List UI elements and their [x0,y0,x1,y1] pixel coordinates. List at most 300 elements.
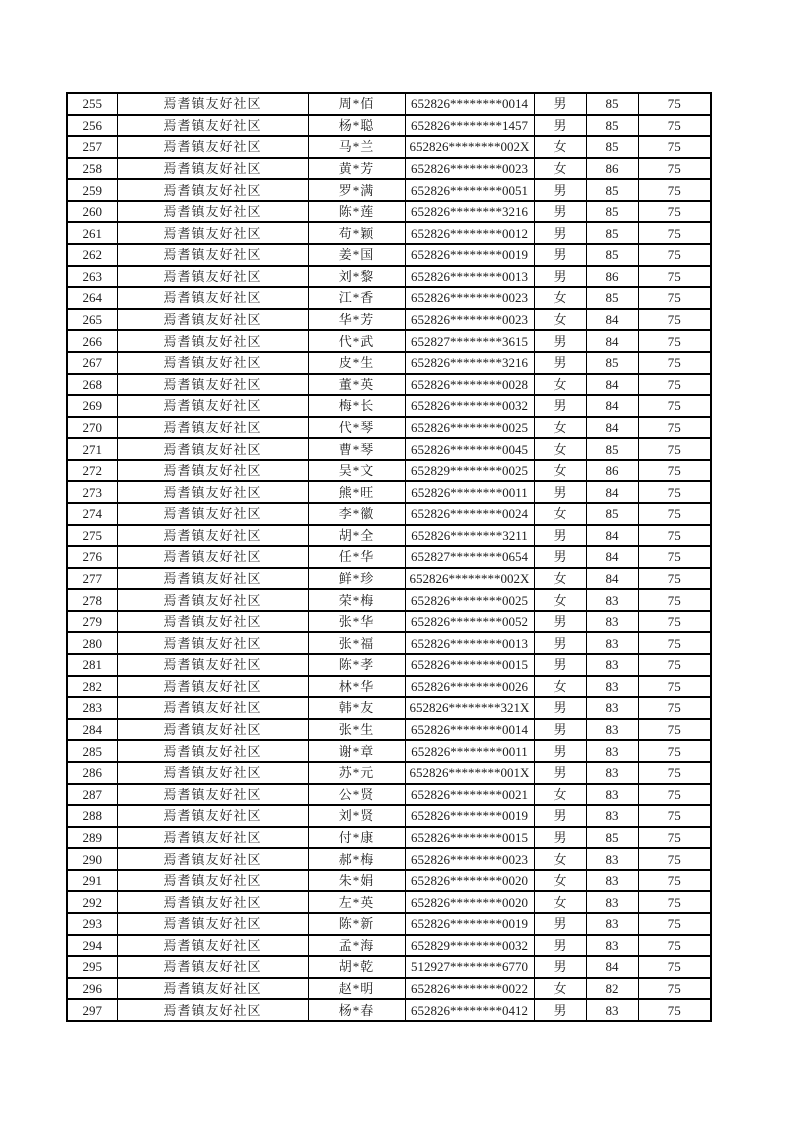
cell-score_a: 85 [586,287,638,309]
cell-score_a: 83 [586,589,638,611]
table-row [67,417,711,439]
cell-score_b: 75 [638,848,711,870]
table-row [67,330,711,352]
cell-gender: 男 [534,805,586,827]
cell-gender: 女 [534,287,586,309]
cell-id_number: 652826********0023 [405,848,534,870]
cell-index: 293 [67,913,117,935]
cell-name: 苏*元 [308,762,405,784]
score-table [66,92,712,1022]
cell-score_b: 75 [638,460,711,482]
cell-name: 鲜*珍 [308,568,405,590]
cell-gender: 女 [534,374,586,396]
table-row [67,568,711,590]
cell-score_b: 75 [638,438,711,460]
table-row [67,93,711,115]
table-row [67,460,711,482]
cell-score_b: 75 [638,891,711,913]
table-row [67,546,711,568]
cell-gender: 男 [534,654,586,676]
table-row [67,481,711,503]
cell-id_number: 652826********0020 [405,891,534,913]
cell-score_a: 85 [586,244,638,266]
cell-score_a: 83 [586,719,638,741]
cell-index: 295 [67,956,117,978]
table-row [67,222,711,244]
cell-community: 焉耆镇友好社区 [117,481,308,503]
cell-gender: 男 [534,999,586,1021]
cell-community: 焉耆镇友好社区 [117,93,308,115]
cell-index: 258 [67,158,117,180]
cell-index: 288 [67,805,117,827]
cell-community: 焉耆镇友好社区 [117,935,308,957]
cell-index: 262 [67,244,117,266]
cell-score_a: 83 [586,805,638,827]
cell-score_b: 75 [638,525,711,547]
cell-score_b: 75 [638,546,711,568]
cell-gender: 男 [534,611,586,633]
cell-score_b: 75 [638,935,711,957]
cell-score_a: 83 [586,870,638,892]
cell-id_number: 652826********0412 [405,999,534,1021]
cell-name: 董*英 [308,374,405,396]
cell-score_a: 84 [586,956,638,978]
cell-score_b: 75 [638,589,711,611]
cell-name: 刘*贤 [308,805,405,827]
cell-score_a: 84 [586,395,638,417]
cell-gender: 女 [534,891,586,913]
cell-id_number: 652827********3615 [405,330,534,352]
cell-name: 代*武 [308,330,405,352]
cell-index: 291 [67,870,117,892]
cell-id_number: 652826********0019 [405,244,534,266]
cell-name: 林*华 [308,676,405,698]
cell-gender: 男 [534,697,586,719]
cell-community: 焉耆镇友好社区 [117,805,308,827]
cell-gender: 女 [534,848,586,870]
cell-score_a: 86 [586,158,638,180]
cell-id_number: 652826********0052 [405,611,534,633]
table-row [67,158,711,180]
cell-name: 陈*新 [308,913,405,935]
cell-gender: 男 [534,719,586,741]
table-row [67,697,711,719]
cell-index: 275 [67,525,117,547]
cell-id_number: 652826********0021 [405,784,534,806]
cell-name: 吴*文 [308,460,405,482]
cell-index: 266 [67,330,117,352]
cell-score_a: 83 [586,654,638,676]
cell-id_number: 652826********0023 [405,309,534,331]
cell-community: 焉耆镇友好社区 [117,179,308,201]
cell-community: 焉耆镇友好社区 [117,330,308,352]
cell-score_b: 75 [638,870,711,892]
cell-community: 焉耆镇友好社区 [117,978,308,1000]
cell-score_b: 75 [638,395,711,417]
cell-index: 274 [67,503,117,525]
cell-score_b: 75 [638,222,711,244]
cell-score_a: 83 [586,740,638,762]
score-table-body [67,93,711,1021]
cell-score_a: 82 [586,978,638,1000]
cell-name: 谢*章 [308,740,405,762]
cell-id_number: 652826********0023 [405,158,534,180]
cell-name: 江*香 [308,287,405,309]
cell-gender: 男 [534,827,586,849]
cell-name: 朱*娟 [308,870,405,892]
cell-community: 焉耆镇友好社区 [117,374,308,396]
cell-index: 292 [67,891,117,913]
cell-gender: 女 [534,438,586,460]
cell-score_a: 83 [586,999,638,1021]
cell-gender: 女 [534,460,586,482]
cell-community: 焉耆镇友好社区 [117,309,308,331]
cell-index: 281 [67,654,117,676]
cell-score_a: 85 [586,93,638,115]
cell-community: 焉耆镇友好社区 [117,654,308,676]
cell-id_number: 652826********0020 [405,870,534,892]
table-row [67,999,711,1021]
cell-id_number: 652826********0019 [405,913,534,935]
cell-community: 焉耆镇友好社区 [117,740,308,762]
cell-id_number: 652826********0026 [405,676,534,698]
cell-score_a: 85 [586,136,638,158]
cell-score_b: 75 [638,784,711,806]
table-row [67,438,711,460]
cell-name: 华*芳 [308,309,405,331]
cell-community: 焉耆镇友好社区 [117,956,308,978]
cell-community: 焉耆镇友好社区 [117,352,308,374]
cell-index: 285 [67,740,117,762]
table-row [67,805,711,827]
table-row [67,179,711,201]
cell-gender: 女 [534,417,586,439]
cell-community: 焉耆镇友好社区 [117,395,308,417]
cell-score_a: 83 [586,913,638,935]
cell-id_number: 652826********0045 [405,438,534,460]
cell-index: 294 [67,935,117,957]
cell-index: 278 [67,589,117,611]
table-row [67,287,711,309]
cell-id_number: 652826********3216 [405,201,534,223]
cell-community: 焉耆镇友好社区 [117,266,308,288]
cell-id_number: 652826********0025 [405,589,534,611]
cell-score_a: 85 [586,115,638,137]
cell-community: 焉耆镇友好社区 [117,201,308,223]
cell-gender: 女 [534,503,586,525]
cell-id_number: 652826********002X [405,568,534,590]
table-row [67,374,711,396]
cell-score_a: 83 [586,762,638,784]
cell-index: 259 [67,179,117,201]
table-row [67,201,711,223]
cell-score_a: 83 [586,632,638,654]
cell-name: 陈*孝 [308,654,405,676]
cell-score_a: 84 [586,546,638,568]
cell-index: 261 [67,222,117,244]
cell-score_b: 75 [638,654,711,676]
cell-score_a: 85 [586,179,638,201]
cell-index: 276 [67,546,117,568]
cell-id_number: 652826********0051 [405,179,534,201]
cell-gender: 女 [534,568,586,590]
cell-gender: 男 [534,935,586,957]
table-row [67,266,711,288]
cell-name: 胡*乾 [308,956,405,978]
cell-index: 297 [67,999,117,1021]
cell-score_b: 75 [638,374,711,396]
cell-community: 焉耆镇友好社区 [117,115,308,137]
table-row [67,978,711,1000]
cell-index: 271 [67,438,117,460]
table-row [67,719,711,741]
cell-community: 焉耆镇友好社区 [117,676,308,698]
cell-score_a: 83 [586,784,638,806]
cell-name: 荣*梅 [308,589,405,611]
cell-index: 269 [67,395,117,417]
cell-id_number: 652826********0015 [405,654,534,676]
cell-name: 苟*颖 [308,222,405,244]
table-row [67,740,711,762]
cell-gender: 女 [534,309,586,331]
cell-score_b: 75 [638,352,711,374]
cell-gender: 男 [534,546,586,568]
cell-gender: 女 [534,978,586,1000]
cell-index: 296 [67,978,117,1000]
cell-community: 焉耆镇友好社区 [117,222,308,244]
cell-index: 256 [67,115,117,137]
cell-index: 260 [67,201,117,223]
cell-score_a: 85 [586,827,638,849]
cell-gender: 男 [534,632,586,654]
table-row [67,956,711,978]
cell-name: 韩*友 [308,697,405,719]
cell-gender: 男 [534,201,586,223]
table-row [67,827,711,849]
cell-name: 付*康 [308,827,405,849]
cell-name: 左*英 [308,891,405,913]
cell-score_b: 75 [638,266,711,288]
cell-name: 刘*黎 [308,266,405,288]
cell-community: 焉耆镇友好社区 [117,999,308,1021]
cell-index: 257 [67,136,117,158]
cell-score_a: 85 [586,201,638,223]
cell-community: 焉耆镇友好社区 [117,827,308,849]
cell-index: 283 [67,697,117,719]
cell-id_number: 652826********0011 [405,740,534,762]
cell-name: 黄*芳 [308,158,405,180]
cell-community: 焉耆镇友好社区 [117,870,308,892]
cell-score_b: 75 [638,568,711,590]
table-row [67,935,711,957]
cell-id_number: 652826********0023 [405,287,534,309]
cell-score_a: 84 [586,525,638,547]
cell-gender: 女 [534,158,586,180]
cell-score_a: 83 [586,848,638,870]
cell-community: 焉耆镇友好社区 [117,525,308,547]
cell-gender: 男 [534,956,586,978]
cell-community: 焉耆镇友好社区 [117,891,308,913]
cell-score_b: 75 [638,330,711,352]
cell-score_b: 75 [638,697,711,719]
table-row [67,762,711,784]
cell-score_b: 75 [638,136,711,158]
table-row [67,632,711,654]
cell-score_a: 83 [586,891,638,913]
cell-name: 杨*聪 [308,115,405,137]
cell-id_number: 652826********0025 [405,417,534,439]
table-row [67,244,711,266]
cell-index: 290 [67,848,117,870]
cell-name: 周*佰 [308,93,405,115]
cell-index: 289 [67,827,117,849]
cell-name: 赵*明 [308,978,405,1000]
cell-id_number: 652826********0015 [405,827,534,849]
cell-name: 杨*春 [308,999,405,1021]
cell-id_number: 652826********0013 [405,632,534,654]
cell-index: 277 [67,568,117,590]
cell-index: 255 [67,93,117,115]
cell-score_a: 85 [586,438,638,460]
cell-score_b: 75 [638,978,711,1000]
cell-score_b: 75 [638,632,711,654]
cell-id_number: 512927********6770 [405,956,534,978]
cell-id_number: 652826********0013 [405,266,534,288]
cell-name: 梅*长 [308,395,405,417]
cell-gender: 女 [534,784,586,806]
cell-gender: 女 [534,870,586,892]
cell-gender: 女 [534,676,586,698]
cell-community: 焉耆镇友好社区 [117,158,308,180]
cell-score_a: 83 [586,611,638,633]
cell-index: 272 [67,460,117,482]
cell-score_b: 75 [638,115,711,137]
cell-score_b: 75 [638,503,711,525]
cell-score_b: 75 [638,179,711,201]
cell-gender: 男 [534,93,586,115]
cell-score_b: 75 [638,611,711,633]
table-row [67,870,711,892]
cell-gender: 男 [534,330,586,352]
cell-score_b: 75 [638,913,711,935]
cell-id_number: 652826********3211 [405,525,534,547]
cell-score_b: 75 [638,287,711,309]
cell-score_a: 84 [586,481,638,503]
cell-gender: 男 [534,222,586,244]
cell-name: 熊*旺 [308,481,405,503]
cell-gender: 女 [534,589,586,611]
cell-index: 263 [67,266,117,288]
cell-score_a: 84 [586,568,638,590]
cell-index: 265 [67,309,117,331]
cell-index: 264 [67,287,117,309]
table-row [67,913,711,935]
cell-gender: 男 [534,740,586,762]
cell-score_b: 75 [638,762,711,784]
cell-community: 焉耆镇友好社区 [117,697,308,719]
cell-id_number: 652826********001X [405,762,534,784]
cell-community: 焉耆镇友好社区 [117,632,308,654]
table-row [67,848,711,870]
cell-name: 孟*海 [308,935,405,957]
cell-community: 焉耆镇友好社区 [117,589,308,611]
cell-index: 282 [67,676,117,698]
cell-index: 279 [67,611,117,633]
cell-name: 李*徽 [308,503,405,525]
cell-community: 焉耆镇友好社区 [117,287,308,309]
cell-score_b: 75 [638,719,711,741]
cell-score_a: 85 [586,503,638,525]
cell-gender: 男 [534,395,586,417]
cell-id_number: 652826********321X [405,697,534,719]
cell-gender: 女 [534,136,586,158]
cell-score_b: 75 [638,805,711,827]
cell-id_number: 652826********0024 [405,503,534,525]
cell-score_a: 84 [586,417,638,439]
cell-name: 代*琴 [308,417,405,439]
cell-id_number: 652826********0012 [405,222,534,244]
cell-id_number: 652826********0028 [405,374,534,396]
cell-id_number: 652826********0019 [405,805,534,827]
cell-id_number: 652826********0022 [405,978,534,1000]
cell-id_number: 652826********0014 [405,719,534,741]
cell-community: 焉耆镇友好社区 [117,503,308,525]
cell-score_b: 75 [638,956,711,978]
cell-community: 焉耆镇友好社区 [117,546,308,568]
table-row [67,891,711,913]
cell-name: 胡*全 [308,525,405,547]
cell-score_b: 75 [638,93,711,115]
cell-gender: 男 [534,913,586,935]
table-row [67,611,711,633]
table-row [67,352,711,374]
cell-gender: 男 [534,115,586,137]
cell-name: 陈*莲 [308,201,405,223]
cell-score_b: 75 [638,158,711,180]
cell-community: 焉耆镇友好社区 [117,568,308,590]
cell-community: 焉耆镇友好社区 [117,913,308,935]
cell-score_a: 83 [586,676,638,698]
cell-name: 姜*国 [308,244,405,266]
cell-gender: 男 [534,481,586,503]
cell-score_a: 84 [586,330,638,352]
cell-name: 皮*生 [308,352,405,374]
cell-gender: 男 [534,179,586,201]
cell-score_b: 75 [638,244,711,266]
cell-community: 焉耆镇友好社区 [117,438,308,460]
cell-score_a: 86 [586,266,638,288]
cell-score_b: 75 [638,309,711,331]
cell-community: 焉耆镇友好社区 [117,848,308,870]
cell-index: 273 [67,481,117,503]
cell-name: 曹*琴 [308,438,405,460]
cell-name: 郝*梅 [308,848,405,870]
cell-id_number: 652826********002X [405,136,534,158]
cell-index: 286 [67,762,117,784]
table-row [67,309,711,331]
cell-id_number: 652827********0654 [405,546,534,568]
cell-id_number: 652826********0014 [405,93,534,115]
cell-name: 马*兰 [308,136,405,158]
cell-name: 张*福 [308,632,405,654]
cell-community: 焉耆镇友好社区 [117,136,308,158]
cell-community: 焉耆镇友好社区 [117,244,308,266]
cell-score_b: 75 [638,999,711,1021]
cell-community: 焉耆镇友好社区 [117,719,308,741]
cell-name: 公*贤 [308,784,405,806]
table-row [67,654,711,676]
cell-index: 287 [67,784,117,806]
